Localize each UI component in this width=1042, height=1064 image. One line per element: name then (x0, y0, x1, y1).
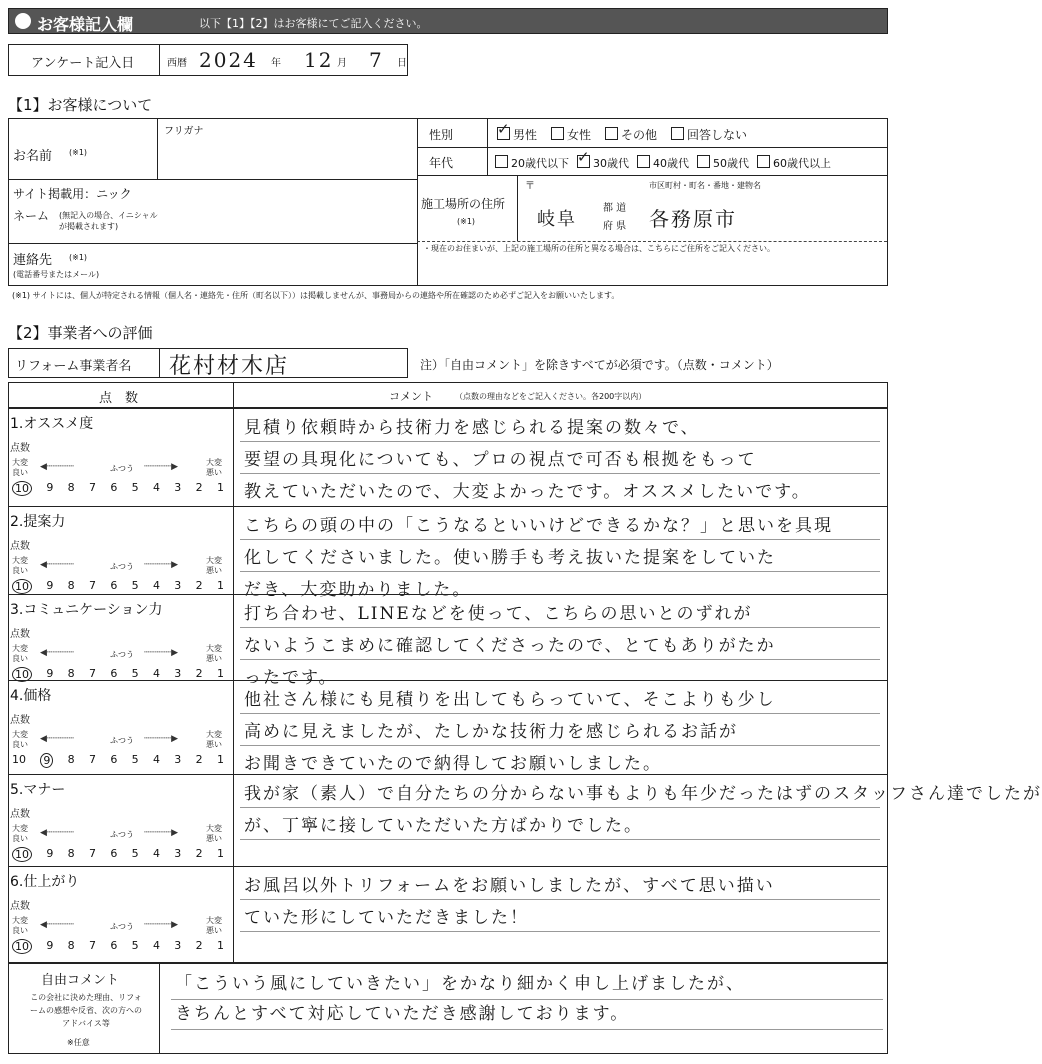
rating-row (8, 680, 888, 776)
comment-ruled-line (240, 571, 880, 572)
comment-line[interactable]: 化してくださいました。使い勝手も考え抜いた提案をしていた (244, 548, 776, 568)
comment-line[interactable]: ないようこまめに確認してくださったので、とてもありがたか (244, 636, 776, 656)
arrow-left-icon: ◀┄┄┄┄┄ (40, 828, 75, 838)
section1-title: 【1】お客様について (8, 96, 153, 114)
score-option[interactable]: 10 (12, 579, 32, 594)
free-comment-optional: ※任意 (67, 1038, 90, 1047)
score-option[interactable]: 8 (67, 579, 75, 592)
scale-right-1: 大変 (206, 644, 222, 653)
free-comment-row (8, 962, 888, 1054)
score-option[interactable]: 10 (12, 753, 26, 766)
scale-right-1: 大変 (206, 824, 222, 833)
scale-left-2: 良い (12, 834, 28, 843)
required-note: 注）「自由コメント」を除きすべてが必須です。（点数・コメント） (420, 358, 779, 372)
arrow-left-icon: ◀┄┄┄┄┄ (40, 648, 75, 658)
arrow-left-icon: ◀┄┄┄┄┄ (40, 920, 75, 930)
scale-right-2: 悪い (206, 654, 222, 663)
checkbox-checked-icon[interactable] (577, 155, 590, 168)
arrow-left-icon: ◀┄┄┄┄┄ (40, 560, 75, 570)
score-option[interactable]: 1 (216, 481, 224, 494)
col-score-header: 点 数 (99, 391, 139, 406)
score-option[interactable]: 3 (174, 667, 182, 680)
age-option-40s[interactable]: 40歳代 (637, 155, 689, 171)
arrow-right-icon: ┄┄┄┄┄▶ (144, 648, 179, 658)
gender-option-other[interactable]: その他 (605, 126, 657, 143)
score-option[interactable]: 6 (110, 939, 118, 952)
furigana-label: フリガナ (164, 126, 204, 137)
comment-ruled-line (240, 839, 880, 840)
arrow-right-icon: ┄┄┄┄┄▶ (144, 828, 179, 838)
scale-left-1: 大変 (12, 916, 28, 925)
rating-label: 2.提案力 (10, 514, 66, 530)
free-comment-line-2[interactable]: きちんとすべて対応していただき感謝しております。 (175, 1004, 630, 1024)
checkbox-icon[interactable] (495, 155, 508, 168)
comment-line[interactable]: 高めに見えましたが、たしかな技術力を感じられるお話が (244, 722, 738, 742)
score-scale (12, 847, 224, 862)
score-option[interactable]: 9 (46, 481, 54, 494)
scale-left-1: 大変 (12, 556, 28, 565)
score-option[interactable]: 8 (67, 667, 75, 680)
arrow-right-icon: ┄┄┄┄┄▶ (144, 560, 179, 570)
score-option[interactable]: 6 (110, 667, 118, 680)
score-option[interactable]: 2 (195, 667, 203, 680)
gender-label: 性別 (429, 128, 454, 142)
score-scale (12, 579, 224, 594)
score-option[interactable]: 7 (88, 847, 96, 860)
score-option[interactable]: 7 (88, 667, 96, 680)
comment-ruled-line (240, 745, 880, 746)
scale-left-1: 大変 (12, 730, 28, 739)
section2-title: 【2】事業者への評価 (8, 324, 153, 342)
col-comment-note: （点数の理由などをご記入ください。各200字以内） (455, 392, 647, 401)
score-option[interactable]: 9 (46, 847, 54, 860)
gender-option-female[interactable]: 女性 (551, 126, 591, 143)
company-label: リフォーム事業者名 (15, 359, 132, 374)
comment-line[interactable]: 打ち合わせ、LINEなどを使って、こちらの思いとのずれが (244, 604, 753, 624)
score-option[interactable]: 8 (67, 753, 75, 766)
scale-left-top: 点数 (10, 629, 30, 640)
score-option[interactable]: 10 (12, 847, 32, 862)
score-option[interactable]: 4 (152, 939, 160, 952)
scale-left-top: 点数 (10, 541, 30, 552)
score-option[interactable]: 2 (195, 939, 203, 952)
score-option[interactable]: 8 (67, 847, 75, 860)
score-option[interactable]: 4 (152, 667, 160, 680)
city-value[interactable]: 各務原市 (649, 207, 737, 231)
scale-right-2: 悪い (206, 566, 222, 575)
score-option[interactable]: 10 (12, 939, 32, 954)
scale-left-2: 良い (12, 566, 28, 575)
score-option[interactable]: 7 (88, 579, 96, 592)
age-option-60s[interactable]: 60歳代以上 (757, 155, 831, 171)
comment-line[interactable]: ていた形にしていただきました！ (244, 908, 529, 928)
address-label: 施工場所の住所 (421, 197, 506, 211)
day-unit: 日 (397, 58, 407, 69)
age-options (495, 155, 831, 171)
scale-left-2: 良い (12, 926, 28, 935)
score-option[interactable]: 9 (46, 939, 54, 952)
comment-ruled-line (240, 441, 880, 442)
scale-mid: ふつう (110, 464, 134, 473)
rating-label: 1.オススメ度 (10, 416, 94, 432)
arrow-right-icon: ┄┄┄┄┄▶ (144, 462, 179, 472)
comment-line[interactable]: だき、大変助かりました。 (244, 580, 472, 600)
scale-right-1: 大変 (206, 730, 222, 739)
scale-mid: ふつう (110, 922, 134, 931)
survey-date-row (8, 44, 408, 76)
arrow-right-icon: ┄┄┄┄┄▶ (144, 734, 179, 744)
comment-ruled-line (240, 659, 880, 660)
checkbox-icon[interactable] (671, 127, 684, 140)
rating-label: 5.マナー (10, 782, 66, 798)
gender-option-male[interactable]: ✓ 男性 (497, 126, 537, 143)
scale-left-top: 点数 (10, 901, 30, 912)
gender-option-none[interactable]: 回答しない (671, 126, 747, 143)
address-footnote: ・現在のお住まいが、上記の施工場所の住所と異なる場合は、こちらにご住所をご記入ください。 (423, 244, 775, 253)
score-scale (12, 939, 224, 954)
score-scale (12, 481, 224, 496)
company-row (8, 348, 408, 378)
score-option[interactable]: 2 (195, 847, 203, 860)
score-option[interactable]: 4 (152, 847, 160, 860)
month-unit: 月 (337, 58, 347, 69)
postal-mark: 〒 (525, 181, 535, 192)
nickname-note: (無記入の場合、イニシャルが掲載されます) (59, 211, 158, 231)
scale-left-top: 点数 (10, 443, 30, 454)
survey-date-label: アンケート記入日 (31, 56, 135, 71)
score-option[interactable]: 9 (46, 667, 54, 680)
score-option[interactable]: 10 (12, 667, 32, 682)
nickname-label-1: サイト掲載用：ニック (13, 187, 132, 201)
checkbox-icon[interactable] (605, 127, 618, 140)
col-comment-header: コメント (389, 390, 433, 403)
comment-ruled-line (240, 931, 880, 932)
prefecture-value[interactable]: 岐阜 (537, 209, 577, 230)
arrow-left-icon: ◀┄┄┄┄┄ (40, 734, 75, 744)
nickname-label-2: ネーム (13, 209, 50, 223)
arrow-right-icon: ┄┄┄┄┄▶ (144, 920, 179, 930)
rating-row (8, 506, 888, 602)
scale-left-1: 大変 (12, 824, 28, 833)
free-comment-label: 自由コメント (41, 973, 120, 988)
comment-line[interactable]: ったです。 (244, 668, 338, 688)
free-comment-line-1[interactable]: 「こういう風にしていきたい」をかなり細かく申し上げましたが、 (175, 974, 745, 994)
scale-left-2: 良い (12, 654, 28, 663)
score-option[interactable]: 4 (152, 579, 160, 592)
score-option[interactable]: 1 (216, 753, 224, 766)
checkbox-icon[interactable] (757, 155, 770, 168)
score-option[interactable]: 6 (110, 847, 118, 860)
comment-line[interactable]: 他社さん様にも見積りを出してもらっていて、そこよりも少し (244, 690, 776, 710)
address-note: (※1) (457, 217, 476, 226)
score-option[interactable]: 5 (131, 667, 139, 680)
scale-left-top: 点数 (10, 715, 30, 726)
score-option[interactable]: 6 (110, 753, 118, 766)
company-name-value[interactable]: 花村材木店 (169, 354, 290, 379)
scale-mid: ふつう (110, 562, 134, 571)
score-option[interactable]: 2 (195, 579, 203, 592)
score-option[interactable]: 1 (216, 847, 224, 860)
score-option[interactable]: 7 (88, 481, 96, 494)
comment-line[interactable]: 要望の具現化についても、プロの視点で可否も根拠をもって (244, 450, 757, 470)
comment-ruled-line (240, 807, 880, 808)
score-option[interactable]: 7 (88, 753, 96, 766)
comment-line[interactable]: 我が家（素人）で自分たちの分からない事もよりも年少だったはずのスタッフさん達でしたが (244, 784, 1042, 804)
score-option[interactable]: 1 (216, 579, 224, 592)
scale-left-1: 大変 (12, 644, 28, 653)
checkbox-icon[interactable] (551, 127, 564, 140)
year-unit: 年 (271, 58, 281, 69)
scale-right-1: 大変 (206, 556, 222, 565)
era-label: 西暦 (167, 58, 187, 69)
checkbox-icon[interactable] (697, 155, 710, 168)
scale-right-1: 大変 (206, 916, 222, 925)
score-option[interactable]: 4 (152, 753, 160, 766)
checkbox-checked-icon[interactable] (497, 127, 510, 140)
rating-row (8, 408, 888, 504)
comment-ruled-line (240, 627, 880, 628)
contact-note-1: (※1) (69, 253, 88, 262)
scale-right-2: 悪い (206, 926, 222, 935)
section1-footnote: (※1) サイトには、個人が特定される情報（個人名・連絡先・住所（町名以下））は掲載しませんが、事務局からの連絡や所在確認のため必ずご記入をお願いいたします。 (12, 291, 620, 300)
scale-left-1: 大変 (12, 458, 28, 467)
arrow-left-icon: ◀┄┄┄┄┄ (40, 462, 75, 472)
comment-line[interactable]: が、丁寧に接していただいた方ばかりでした。 (244, 816, 643, 836)
scale-left-2: 良い (12, 740, 28, 749)
rating-row (8, 594, 888, 690)
scale-left-2: 良い (12, 468, 28, 477)
score-option[interactable]: 5 (131, 939, 139, 952)
age-option-50s[interactable]: 50歳代 (697, 155, 749, 171)
comment-line[interactable]: お風呂以外トリフォームをお願いしましたが、すべて思い描い (244, 876, 775, 896)
day-value[interactable]: 7 (369, 48, 384, 72)
score-option[interactable]: 5 (131, 481, 139, 494)
scale-mid: ふつう (110, 830, 134, 839)
pref-suffix-1: 都 道 (603, 203, 627, 214)
pref-suffix-2: 府 県 (603, 221, 627, 232)
rating-label: 6.仕上がり (10, 874, 80, 890)
header-bar (8, 8, 888, 34)
scale-right-2: 悪い (206, 834, 222, 843)
score-option[interactable]: 10 (12, 481, 32, 496)
scale-mid: ふつう (110, 736, 134, 745)
score-option[interactable]: 5 (131, 579, 139, 592)
score-option[interactable]: 9 (46, 579, 54, 592)
checkbox-icon[interactable] (637, 155, 650, 168)
scale-left-top: 点数 (10, 809, 30, 820)
comment-line[interactable]: 見積り依頼時から技術力を感じられる提案の数々で、 (244, 418, 700, 438)
header-title: お客様記入欄 (37, 15, 134, 34)
score-option[interactable]: 8 (67, 481, 75, 494)
gender-options (497, 126, 747, 143)
contact-note-2: (電話番号またはメール) (13, 270, 100, 279)
score-option[interactable]: 8 (67, 939, 75, 952)
score-option[interactable]: 3 (174, 579, 182, 592)
score-option[interactable]: 2 (195, 481, 203, 494)
comment-ruled-line (240, 713, 880, 714)
comment-line[interactable]: 教えていただいたので、大変よかったです。オススメしたいです。 (244, 482, 811, 502)
contact-label: 連絡先 (13, 253, 53, 268)
name-label: お名前 (13, 149, 53, 164)
survey-date-divider (159, 45, 160, 75)
header-bullet (15, 13, 31, 29)
header-note: 以下【1】【2】はお客様にてご記入ください。 (199, 17, 428, 30)
rating-label: 3.コミュニケーション力 (10, 602, 163, 618)
comment-line[interactable]: お聞きできていたので納得してお願いしました。 (244, 754, 662, 774)
month-value[interactable]: 12 (304, 48, 334, 72)
score-option[interactable]: 7 (88, 939, 96, 952)
score-option[interactable]: 5 (131, 753, 139, 766)
free-comment-note: この会社に決めた理由、リフォームの感想や反省、次の方へのアドバイス等 (30, 993, 142, 1028)
score-option[interactable]: 6 (110, 579, 118, 592)
score-option[interactable]: 4 (152, 481, 160, 494)
score-scale (12, 753, 224, 768)
score-option[interactable]: 3 (174, 753, 182, 766)
comment-ruled-line (240, 473, 880, 474)
scale-right-1: 大変 (206, 458, 222, 467)
scale-right-2: 悪い (206, 740, 222, 749)
score-option[interactable]: 1 (216, 939, 224, 952)
score-option[interactable]: 9 (40, 753, 53, 768)
customer-info-table (8, 118, 888, 286)
score-option[interactable]: 3 (174, 847, 182, 860)
rating-label: 4.価格 (10, 688, 52, 704)
comment-ruled-line (240, 899, 880, 900)
score-option[interactable]: 3 (174, 481, 182, 494)
scale-mid: ふつう (110, 650, 134, 659)
year-value[interactable]: 2024 (199, 48, 258, 72)
age-label: 年代 (429, 156, 454, 170)
rating-row (8, 774, 1042, 870)
score-option[interactable]: 2 (195, 753, 203, 766)
score-option[interactable]: 5 (131, 847, 139, 860)
score-option[interactable]: 3 (174, 939, 182, 952)
score-option[interactable]: 1 (216, 667, 224, 680)
rating-row (8, 866, 888, 962)
scale-right-2: 悪い (206, 468, 222, 477)
age-option-30s[interactable]: ✓ 30歳代 (577, 155, 629, 171)
name-note: (※1) (69, 148, 88, 157)
comment-ruled-line (240, 539, 880, 540)
comment-line[interactable]: こちらの頭の中の「こうなるといいけどできるかな？」と思いを具現 (244, 516, 833, 536)
address-columns: 市区町村・町名・番地・建物名 (649, 181, 761, 190)
score-option[interactable]: 6 (110, 481, 118, 494)
age-option-20s[interactable]: 20歳代以下 (495, 155, 569, 171)
